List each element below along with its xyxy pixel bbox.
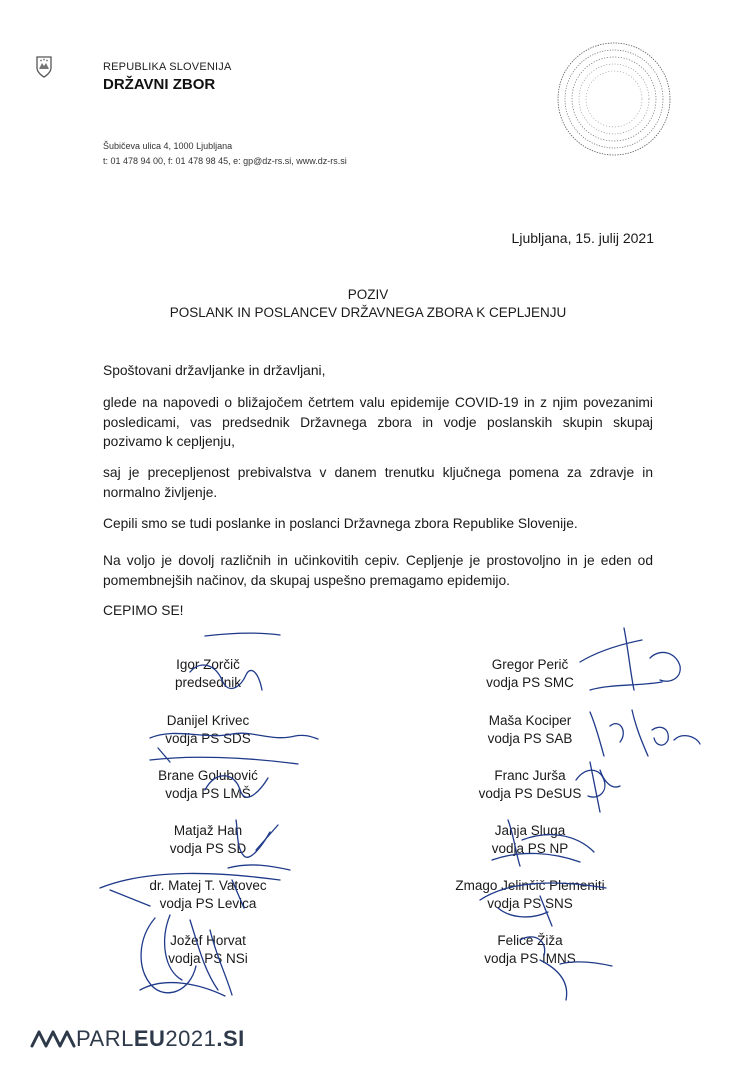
stamp-seal [555,40,673,158]
footer-brand-part: .SI [216,1026,245,1051]
signatory-block [128,712,288,747]
signatory-name: Janja Sluga [494,823,566,838]
paragraph-3: Cepili smo se tudi poslanke in poslanci Državnega zbora Republike Slovenije. [103,516,578,531]
signatory-name: Igor Zorčič [176,657,240,672]
signatory-name: Jožef Horvat [170,933,246,948]
org-name: DRŽAVNI ZBOR [103,76,216,93]
signatory-block [128,767,288,802]
signatory-block [128,656,288,691]
closing-call: CEPIMO SE! [103,603,184,618]
signatory-name: Matjaž Han [173,823,243,838]
org-country: REPUBLIKA SLOVENIJA [103,61,232,73]
footer-brand [76,1026,245,1052]
signatory-role: predsednik [174,674,242,690]
signatory-role: vodja PS SD [169,840,247,856]
org-address: Šubičeva ulica 4, 1000 Ljubljana [103,141,233,151]
signatory-role: vodja PS SDS [165,730,251,746]
signatory-role: vodja PS IMNS [484,950,576,966]
signatory-name: Franc Jurša [494,768,566,783]
footer-brand-part: PARL [76,1026,134,1051]
signatory-role: vodja PS SNS [487,895,573,911]
parleu-logo-icon [30,1028,76,1050]
signatory-role: vodja PS LMŠ [165,785,251,801]
document-subtitle: POSLANK IN POSLANCEV DRŽAVNEGA ZBORA K CEPLJENJU [169,305,567,320]
signatory-block [128,822,288,857]
signatory-block [440,877,620,912]
signatory-role: vodja PS Levica [159,895,257,911]
greeting: Spoštovani državljanke in državljani, [103,363,326,378]
signatory-block [440,712,620,747]
signatory-role: vodja PS SMC [486,674,574,690]
signatory-block [440,656,620,691]
paragraph-2: saj je precepljenost prebivalstva v danem trenutku ključnega pomena za zdravje in normalno življenje. [103,465,653,500]
signatory-name: Maša Kociper [488,713,572,728]
signatory-name: Brane Golubović [158,768,258,783]
signatory-name: dr. Matej T. Vatovec [149,878,267,893]
paragraph-1: glede na napovedi o bližajočem četrtem valu epidemije COVID-19 in z njim povezanimi posledicami, vas predsednik Državnega zbora in vodje poslanskih skupin skupaj pozivamo k cepljenju, [103,395,653,450]
signatory-block [440,767,620,802]
signatory-name: Gregor Perič [491,657,569,672]
signatory-block [128,932,288,967]
paragraph-4: Na voljo je dovolj različnih in učinkovitih cepiv. Cepljenje je prostovoljno in je eden od pomembnejših načinov, da skupaj uspešno premagamo epidemijo. [103,553,653,588]
signatory-role: vodja PS NSi [168,950,248,966]
document-date: Ljubljana, 15. julij 2021 [511,230,654,246]
coat-of-arms-icon [36,56,52,78]
signatory-role: vodja PS NP [491,840,569,856]
signatory-name: Danijel Krivec [166,713,250,728]
footer-brand-part: EU [133,1026,166,1051]
signatory-block [440,932,620,967]
signatory-name: Felice Žiža [497,933,563,948]
document-title: POZIV [347,287,389,302]
signatory-role: vodja PS DeSUS [478,785,582,801]
signatory-role: vodja PS SAB [487,730,573,746]
org-contact: t: 01 478 94 00, f: 01 478 98 45, e: gp@dz-rs.si, www.dz-rs.si [103,156,347,166]
signatory-name: Zmago Jelinčič Plemeniti [455,878,605,893]
signatory-block [440,822,620,857]
signatory-block [128,877,288,912]
footer-brand-part: 2021 [165,1026,217,1051]
